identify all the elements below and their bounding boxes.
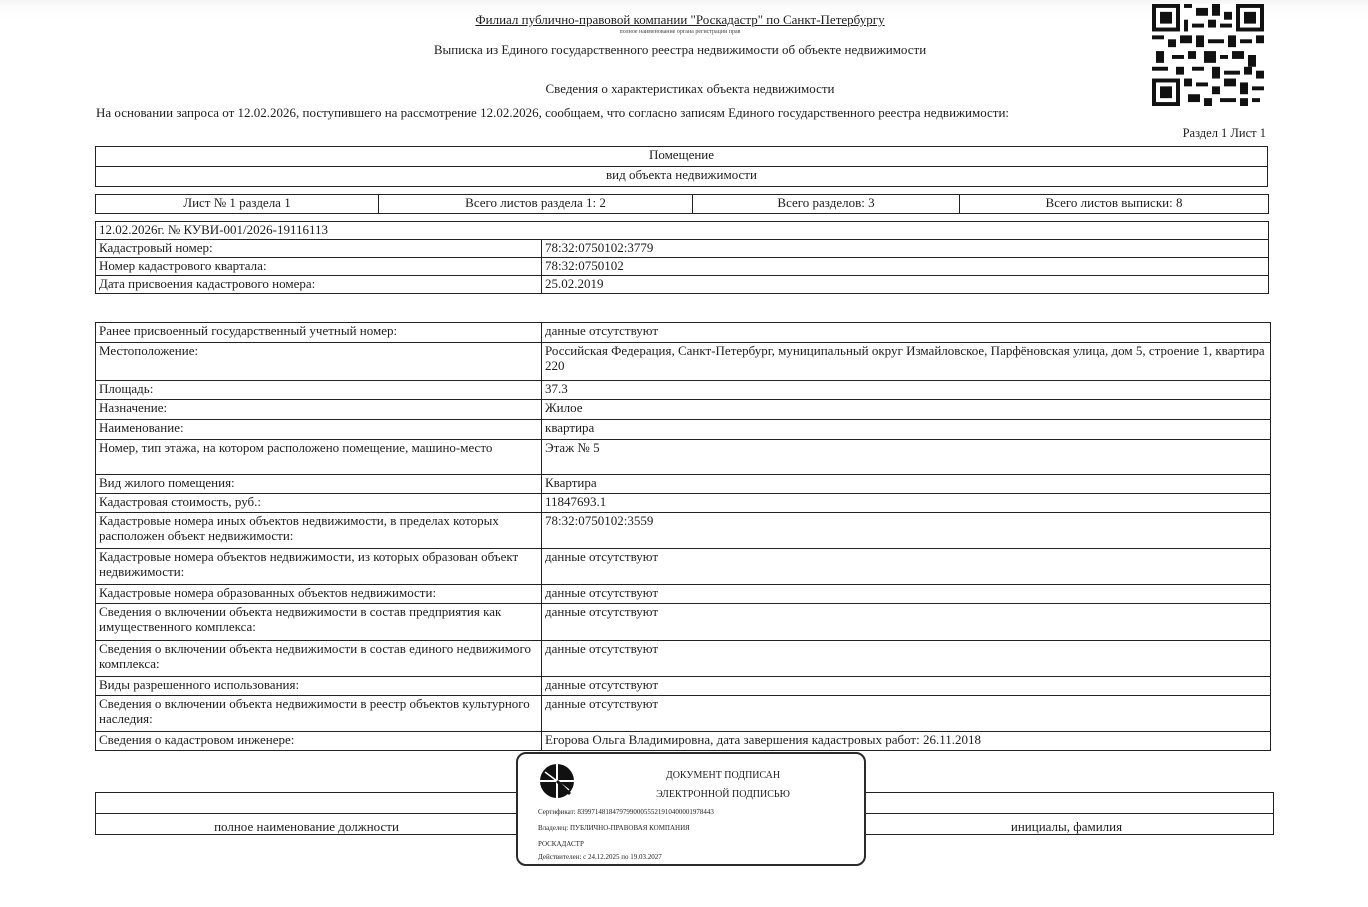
qr-code-icon: [1152, 4, 1264, 106]
detail-value: 11847693.1: [542, 494, 1271, 513]
detail-value: данные отсутствуют: [542, 549, 1271, 585]
characteristics-table: [95, 322, 1271, 751]
detail-label: Кадастровые номера объектов недвижимости, из которых образован объект недвижимости:: [96, 549, 542, 585]
detail-value: данные отсутствуют: [542, 604, 1271, 641]
stamp-valid: Действителен: с 24.12.2025 по 19.03.2027: [538, 853, 662, 861]
roskadastr-logo-icon: [536, 760, 578, 802]
total-sections: Всего разделов: 3: [693, 195, 960, 214]
sheet-number: Лист № 1 раздела 1: [96, 195, 379, 214]
detail-value: данные отсутствуют: [542, 677, 1271, 696]
object-type: Помещение: [96, 147, 1268, 167]
detail-value: данные отсутствуют: [542, 696, 1271, 732]
section-title: Сведения о характеристиках объекта недвижимости: [545, 81, 835, 96]
detail-label: Номер, тип этажа, на котором расположено помещение, машино-место: [96, 440, 542, 475]
branch-caption: полное наименование органа регистрации прав: [619, 29, 741, 35]
position-label: полное наименование должности: [96, 814, 518, 835]
total-sheets-section: Всего листов раздела 1: 2: [379, 195, 693, 214]
cadastral-number-label: Кадастровый номер:: [96, 240, 542, 258]
detail-label: Ранее присвоенный государственный учетный номер:: [96, 323, 542, 343]
stamp-certificate: Сертификат: 839971481847979900055521910400001978443: [538, 808, 714, 816]
detail-value: Жилое: [542, 400, 1271, 420]
assignment-date-label: Дата присвоения кадастрового номера:: [96, 276, 542, 294]
detail-label: Сведения о включении объекта недвижимости в состав единого недвижимого комплекса:: [96, 641, 542, 677]
branch-name: Филиал публично-правовой компании "Роскадастр" по Санкт-Петербургу: [475, 12, 885, 27]
detail-label: Виды разрешенного использования:: [96, 677, 542, 696]
detail-label: Сведения о кадастровом инженере:: [96, 732, 542, 751]
detail-value: 78:32:0750102:3559: [542, 513, 1271, 549]
stamp-title-line2: ЭЛЕКТРОННОЙ ПОДПИСЬЮ: [656, 789, 790, 800]
detail-value: данные отсутствуют: [542, 641, 1271, 677]
name-label: инициалы, фамилия: [860, 814, 1274, 835]
extract-title: Выписка из Единого государственного реестра недвижимости об объекте недвижимости: [433, 42, 927, 57]
cadastral-quarter-label: Номер кадастрового квартала:: [96, 258, 542, 276]
detail-value: Этаж № 5: [542, 440, 1271, 475]
stamp-owner-name: РОСКАДАСТР: [538, 840, 584, 848]
cadastral-number-value: 78:32:0750102:3779: [542, 240, 1269, 258]
detail-label: Местоположение:: [96, 343, 542, 381]
cadastral-quarter-value: 78:32:0750102: [542, 258, 1269, 276]
stamp-owner: Владелец: ПУБЛИЧНО-ПРАВОВАЯ КОМПАНИЯ: [538, 824, 690, 832]
section-sheet-label: Раздел 1 Лист 1: [1182, 126, 1266, 140]
detail-label: Сведения о включении объекта недвижимости в реестр объектов культурного наследия:: [96, 696, 542, 732]
detail-value: квартира: [542, 420, 1271, 440]
detail-label: Сведения о включении объекта недвижимости в состав предприятия как имущественного комплекса:: [96, 604, 542, 641]
detail-value: Российская Федерация, Санкт-Петербург, муниципальный округ Измайловское, Парфёновская улица, дом 5, строение 1, квартира 220: [542, 343, 1271, 381]
detail-value: Квартира: [542, 475, 1271, 494]
cadastral-table: [95, 221, 1269, 294]
request-basis: На основании запроса от 12.02.2026, поступившего на рассмотрение 12.02.2026, сообщаем, что согласно записям Единого государственного реестра недвижимости:: [96, 105, 1010, 120]
detail-label: Вид жилого помещения:: [96, 475, 542, 494]
record-number: 12.02.2026г. № КУВИ-001/2026-19116113: [96, 222, 1269, 240]
total-sheets-extract: Всего листов выписки: 8: [960, 195, 1269, 214]
detail-value: 37.3: [542, 381, 1271, 400]
stamp-title-line1: ДОКУМЕНТ ПОДПИСАН: [665, 770, 781, 781]
detail-value: Егорова Ольга Владимировна, дата завершения кадастровых работ: 26.11.2018: [542, 732, 1271, 751]
detail-label: Наименование:: [96, 420, 542, 440]
detail-label: Площадь:: [96, 381, 542, 400]
electronic-signature-stamp: [516, 752, 866, 866]
detail-label: Назначение:: [96, 400, 542, 420]
object-type-table: [95, 146, 1268, 187]
detail-value: данные отсутствуют: [542, 323, 1271, 343]
sheets-table: [95, 194, 1269, 214]
detail-label: Кадастровые номера образованных объектов недвижимости:: [96, 585, 542, 604]
detail-label: Кадастровые номера иных объектов недвижимости, в пределах которых расположен объект недвижимости:: [96, 513, 542, 549]
assignment-date-value: 25.02.2019: [542, 276, 1269, 294]
object-type-caption: вид объекта недвижимости: [96, 167, 1268, 187]
detail-value: данные отсутствуют: [542, 585, 1271, 604]
detail-label: Кадастровая стоимость, руб.:: [96, 494, 542, 513]
